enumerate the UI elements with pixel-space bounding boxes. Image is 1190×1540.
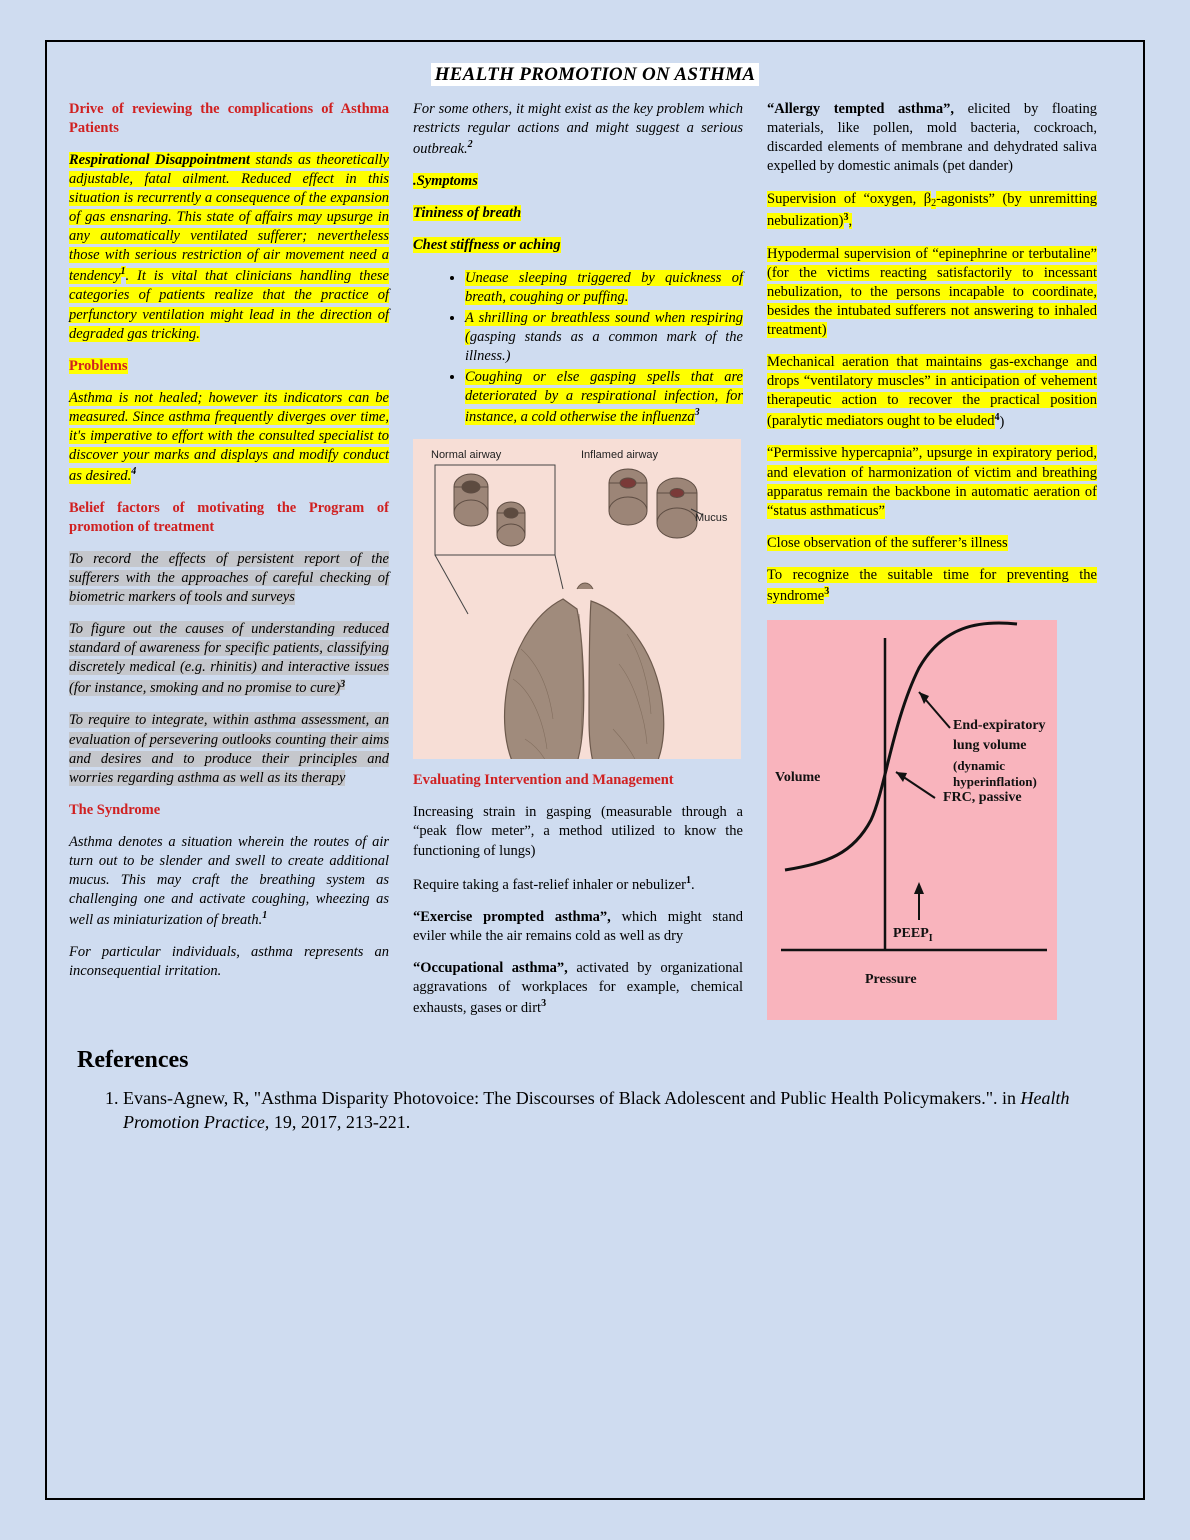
right-para-mechanical-aeration-end: ) (999, 413, 1005, 430)
list-item (465, 309, 743, 366)
mid-heading-symptoms (413, 172, 743, 191)
mid-bullet-2-plain: gasping stands as a common mark of the illness.) (465, 328, 743, 365)
right-para-mechanical-aeration (767, 353, 1097, 431)
left-heading-problems-text: Problems (69, 357, 128, 374)
mid-para-fast-relief (413, 874, 743, 895)
list-item (123, 1086, 1113, 1135)
left-para-record-effects-text: To record the effects of persistent report of the sufferers with the approaches of careful checking of biometric markers of tools and surveys (69, 550, 389, 605)
mid-bullet-2-text: A shrilling or breathless sound when respiring ( (465, 309, 743, 345)
mid-bullet-3-text: Coughing or else gasping spells that are deteriorated by a respirational infection, for instance, a cold otherwise the influenza (465, 369, 743, 426)
right-para-permissive-hypercapnia-text: “Permissive hypercapnia”, upsurge in expiratory period, and elevation of harmonization of victim and breathing apparatus remain the backbone in automatic aeration of “status asthmaticus” (767, 445, 1097, 519)
right-para-recognize-time-sup: 3 (824, 586, 830, 598)
left-para-respirational-body: stands as theoretically adjustable, fatal ailment. Reduced effect in this situation is recurrently a consequence of the expansion of gas ensnaring. This state of affairs may upsurge in any automatically ventilated sufferer; nevertheless those with serious restriction of air movement need a tendency (69, 151, 389, 285)
left-para-asthma-not-healed-text: Asthma is not healed; however its indicators can be measured. Since asthma frequently diverges over time, it's imperative to effort with the consulted specialist to discover your marks and displays and modify conduct as desired. (69, 389, 389, 484)
left-para-asthma-not-healed (69, 389, 389, 486)
mid-bullet-1-text: Unease sleeping triggered by quickness of breath, coughing or puffing. (465, 269, 743, 305)
chart-xlabel: Pressure (865, 972, 917, 988)
right-column (767, 100, 1097, 1031)
references-list (77, 1086, 1113, 1135)
mid-para-some-others-text: For some others, it might exist as the key problem which restricts regular actions and might suggest a serious outbreak. (413, 101, 743, 158)
right-para-supervision-a: Supervision of “oxygen, β (767, 190, 932, 207)
left-para-respirational (69, 151, 389, 344)
right-para-recognize-time-text: To recognize the suitable time for preventing the syndrome (767, 567, 1097, 605)
mid-heading-chest-stiffness-text: Chest stiffness or aching (413, 237, 561, 254)
right-para-recognize-time (767, 566, 1097, 606)
mid-para-exercise-asthma-body: which might stand eviler while the air remains cold as well as dry (413, 908, 743, 944)
page-title (47, 64, 1143, 86)
mid-para-occupational-asthma (413, 959, 743, 1018)
chart-annotation-peep-sub: I (928, 932, 933, 944)
chart-ylabel: Volume (775, 770, 821, 786)
left-para-figure-out-causes-sup: 3 (340, 678, 346, 690)
mid-para-exercise-asthma-lead: “Exercise prompted asthma”, (413, 908, 611, 925)
left-heading-syndrome: The Syndrome (69, 801, 161, 818)
right-para-supervision-b: -agonists” (by unremitting nebulization) (767, 190, 1097, 230)
figure-peep-chart (767, 620, 1057, 1020)
right-para-close-observation-text: Close observation of the sufferer’s illness (767, 534, 1008, 551)
mid-para-fast-relief-text: Require taking a fast-relief inhaler or nebulizer (413, 876, 686, 893)
figure-airway-lungs (413, 439, 741, 759)
document-page (45, 40, 1145, 1500)
reference-1-post: 19, 2017, 213-221. (269, 1112, 411, 1133)
mid-heading-tininess-text: Tininess of breath (413, 205, 522, 222)
chart-annotation-peep-text: PEEP (893, 926, 929, 942)
list-item (465, 269, 743, 307)
chart-annotation-peep (893, 926, 933, 944)
right-para-permissive-hypercapnia (767, 444, 1097, 521)
mid-heading-chest-stiffness (413, 236, 743, 255)
left-para-respirational-cont: . It is vital that clinicians handling these categories of patients realize that the practice of perfunctory ventilation might lead in the direction of degraded gas tricking. (69, 268, 389, 342)
right-para-supervision-oxygen (767, 190, 1097, 232)
references-section (47, 1031, 1143, 1135)
chart-annotation-endexp-line2: lung volume (953, 738, 1027, 754)
three-column-layout (47, 86, 1143, 1031)
figure-peep-chart-graphic (767, 620, 1057, 1020)
figure-label-mucus: Mucus (695, 512, 728, 525)
mid-para-some-others-sup: 2 (467, 139, 473, 151)
mid-symptom-list (413, 269, 743, 428)
right-para-hypodermal-text: Hypodermal supervision of “epinephrine or terbutaline” (for the victims reacting satisfactorily to incessant nebulization, to the persons incapable to coordinate, besides the intubated sufferers not answering to inhaled treatment) (767, 245, 1097, 339)
mid-para-fast-relief-end: . (690, 876, 695, 893)
right-para-supervision-end: , (848, 213, 853, 230)
left-heading-complications: Drive of reviewing the complications of Asthma Patients (69, 101, 389, 136)
left-para-figure-out-causes (69, 620, 389, 698)
left-heading-belief-factors: Belief factors of motivating the Program of promotion of treatment (69, 500, 389, 535)
figure-label-normal-airway: Normal airway (431, 449, 502, 462)
right-para-allergy-asthma (767, 100, 1097, 177)
left-para-asthma-denotes-text: Asthma denotes a situation wherein the routes of air turn out to be slender and swell to create additional mucus. This may craft the breathing system as challenging one and activate coughing, wheezing as well as miniaturization of breath. (69, 833, 389, 929)
mid-para-fast-relief-sup: 1 (685, 874, 691, 886)
left-heading-problems (69, 357, 389, 376)
mid-bullet-3-sup: 3 (694, 407, 700, 419)
mid-para-occupational-asthma-body: activated by organizational aggravations of workplaces for example, chemical exhausts, gases or dirt (413, 959, 743, 1016)
mid-para-increasing-strain: Increasing strain in gasping (measurable through a “peak flow meter”, a method utilized to know the functioning of lungs) (413, 804, 743, 859)
right-para-allergy-asthma-body: elicited by floating materials, like pollen, mold bacteria, cockroach, discarded elements of membrane and dehydrated saliva expelled by domestic animals (pet dander) (767, 101, 1097, 175)
right-para-supervision-sup: 3 (843, 211, 849, 223)
mid-para-occupational-asthma-lead: “Occupational asthma”, (413, 959, 568, 976)
mid-para-some-others (413, 100, 743, 159)
chart-annotation-frc: FRC, passive (943, 790, 1022, 806)
right-para-mechanical-aeration-sup: 4 (994, 411, 1000, 423)
right-para-allergy-asthma-lead: “Allergy tempted asthma”, (767, 101, 955, 117)
mid-heading-tininess (413, 204, 743, 223)
figure-label-inflamed-airway: Inflamed airway (581, 449, 659, 462)
references-heading: References (77, 1047, 189, 1074)
left-para-figure-out-causes-text: To figure out the causes of understanding reduced standard of awareness for specific patients, classifying discretely medical (e.g. rhinitis) and interactive issues (for instance, smoking and no promise to cure) (69, 621, 389, 697)
left-para-inconsequential: For particular individuals, asthma represents an inconsequential irritation. (69, 944, 389, 980)
middle-column (413, 100, 743, 1031)
left-para-integrate-assessment-text: To require to integrate, within asthma assessment, an evaluation of persevering outlooks counting their aims and desires and to produce their principles and worries regarding asthma as well as its therapy (69, 712, 389, 786)
left-para-asthma-denotes-sup: 1 (262, 910, 268, 922)
page-title-text: HEALTH PROMOTION ON ASTHMA (431, 63, 760, 86)
list-item (465, 368, 743, 427)
chart-annotation-endexp-line3: (dynamic hyperinflation) (953, 758, 1037, 790)
left-column (69, 100, 389, 1031)
left-para-asthma-denotes (69, 833, 389, 930)
left-para-respirational-sup: 1 (120, 266, 126, 278)
right-para-supervision-sub: 2 (931, 198, 937, 210)
reference-1-italic: Health Promotion Practice, (123, 1088, 1070, 1133)
mid-para-exercise-asthma (413, 908, 743, 946)
right-para-hypodermal (767, 245, 1097, 341)
left-para-integrate-assessment (69, 711, 389, 788)
right-para-close-observation (767, 534, 1097, 553)
mid-para-occupational-asthma-sup: 3 (541, 998, 547, 1010)
mid-heading-symptoms-text: .Symptoms (413, 173, 478, 190)
right-para-mechanical-aeration-text: Mechanical aeration that maintains gas-exchange and drops “ventilatory muscles” in anticipation of vehement therapeutic action to recover the practical position (paralytic mediators ought to be eluded (767, 354, 1097, 430)
left-para-record-effects (69, 550, 389, 607)
left-para-respirational-lead: Respirational Disappointment (69, 151, 251, 168)
chart-annotation-endexp-line1: End-expiratory (953, 718, 1046, 734)
left-para-asthma-not-healed-sup: 4 (131, 466, 137, 478)
mid-heading-evaluating: Evaluating Intervention and Management (413, 772, 674, 789)
reference-1-pre: Evans-Agnew, R, "Asthma Disparity Photovoice: The Discourses of Black Adolescent and Public Health Policymakers.". in (123, 1088, 1021, 1109)
figure-airway-lungs-graphic (413, 439, 741, 759)
